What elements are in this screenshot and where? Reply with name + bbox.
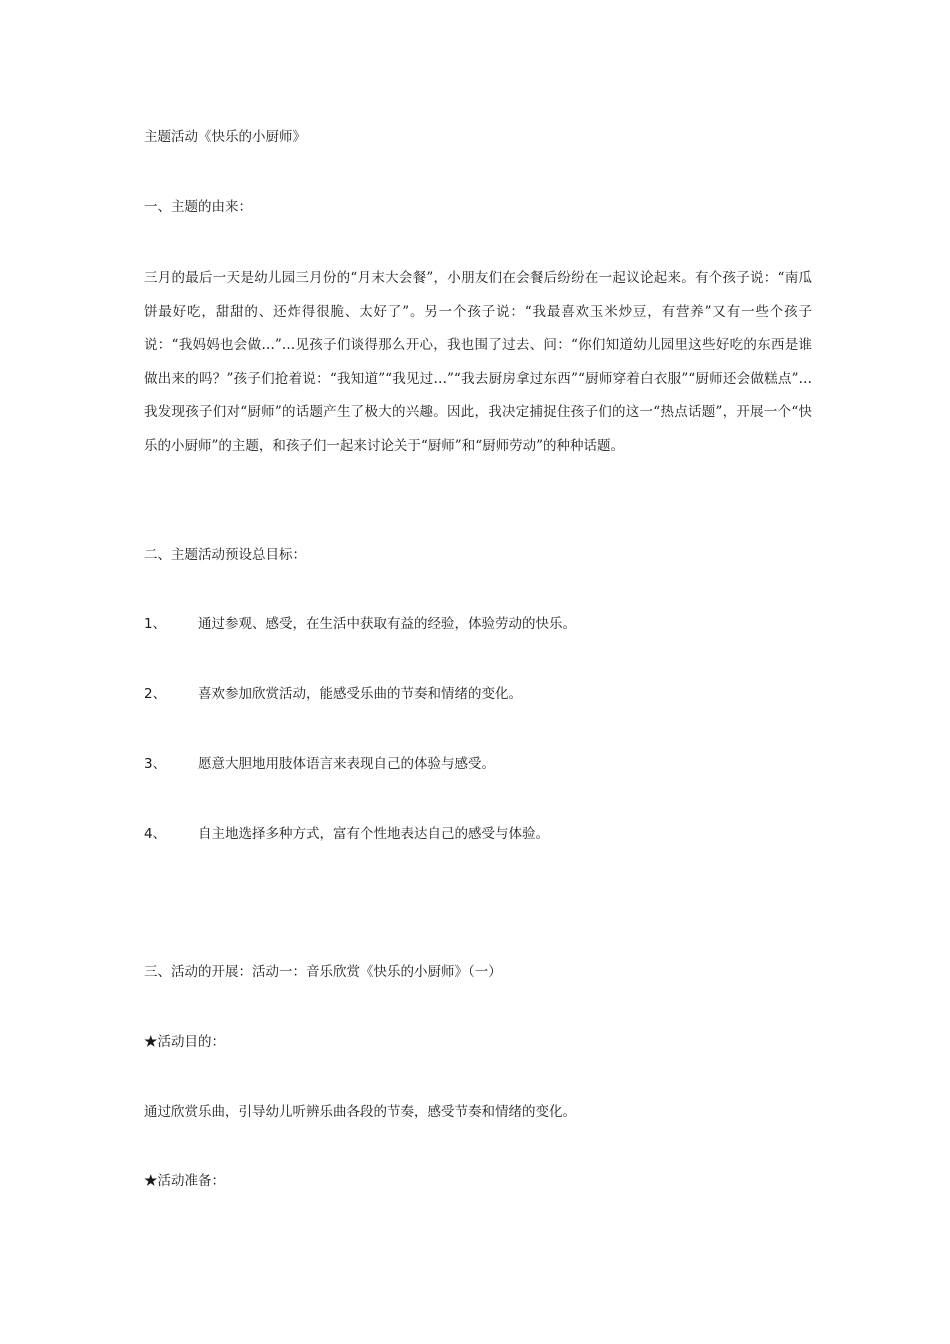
document-title: 主题活动《快乐的小厨师》 [144, 129, 306, 145]
goal-number: 2、 [144, 686, 167, 702]
goal-text: 自主地选择多种方式，富有个性地表达自己的感受与体验。 [198, 826, 549, 842]
section1-paragraph: 三月的最后一天是幼儿园三月份的“月末大会餐”，小朋友们在会餐后纷纷在一起议论起来。有个孩子说：“南瓜饼最好吃，甜甜的、还炸得很脆、太好了”。另一个孩子说：“我最喜欢玉米炒豆，有营养”又有一些个孩子说：“我妈妈也会做…”…见孩子们谈得那么开心，我也围了过去、问：“你们知道幼儿园里这些好吃的东西是谁做出来的吗？”孩子们抢着说：“我知道”“我见过…”“我去厨房拿过东西”“厨师穿着白衣服”“厨师还会做糕点”…我发现孩子们对“厨师”的话题产生了极大的兴趣。因此，我决定捕捉住孩子们的这一“热点话题”，开展一个“快乐的小厨师”的主题，和孩子们一起来讨论关于“厨师”和“厨师劳动”的种种话题。 [144, 270, 812, 454]
activity-purpose-label: ★活动目的： [144, 1034, 225, 1050]
section1-heading: 一、主题的由来： [144, 199, 252, 215]
goal-number: 3、 [144, 756, 167, 772]
goal-number: 1、 [144, 616, 167, 632]
activity-purpose-text: 通过欣赏乐曲，引导幼儿听辨乐曲各段的节奏，感受节奏和情绪的变化。 [144, 1104, 576, 1120]
activity-prep-label: ★活动准备： [144, 1173, 225, 1189]
section2-heading: 二、主题活动预设总目标： [144, 547, 306, 563]
goal-number: 4、 [144, 826, 167, 842]
goal-text: 愿意大胆地用肢体语言来表现自己的体验与感受。 [198, 756, 495, 772]
goal-text: 喜欢参加欣赏活动，能感受乐曲的节奏和情绪的变化。 [198, 686, 522, 702]
section3-heading: 三、活动的开展：活动一：音乐欣赏《快乐的小厨师》（一） [144, 964, 502, 980]
goal-text: 通过参观、感受，在生活中获取有益的经验，体验劳动的快乐。 [198, 616, 576, 632]
